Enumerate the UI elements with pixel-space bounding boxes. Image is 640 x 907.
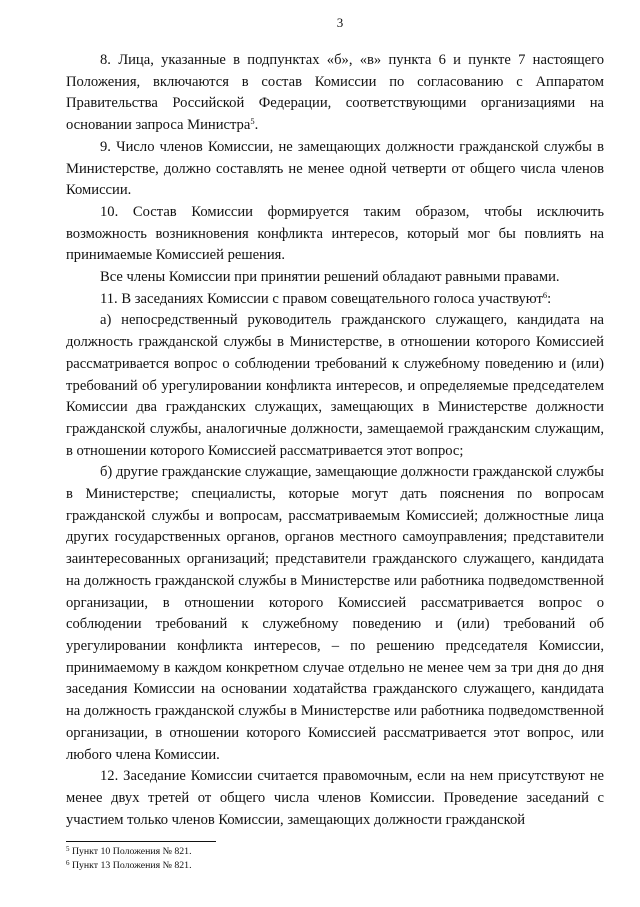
footnote-ref-6: 6: [542, 289, 548, 300]
paragraph-text: б) другие гражданские служащие, замещающие должности гражданской службы в Министерстве; специалисты, которые могут дать пояснения по вопросам гражданской службы и вопросам, рассматриваемым Комиссией; должностные лица других государственных органов, органов местного самоуправления; представители заинтересованных организаций; представители гражданского служащего, кандидата на должность гражданской службы в Министерстве или работника подведомственной организации, в отношении которого Комиссией рассматривается вопрос о соблюдении требований к служебному поведению и (или) требований об урегулировании конфликта интересов, – по решению председателя Комиссии, принимаемому в каждом конкретном случае отдельно не менее чем за три дня до дня заседания Комиссии на основании ходатайства гражданского служащего, кандидата на должность гражданской службы в Министерстве или работника подведомственной организации, в отношении которого Комиссией рассматривается этот вопрос, или любого члена Комиссии.: [66, 464, 604, 763]
paragraph-11: [66, 289, 604, 311]
paragraph-tail: :: [547, 290, 552, 307]
footnote-divider: [66, 841, 216, 842]
paragraph-tail: .: [254, 117, 259, 134]
paragraph-text: 10. Состав Комиссии формируется таким образом, чтобы исключить возможность возникновения конфликта интересов, который мог бы повлиять на принимаемые Комиссией решения.: [66, 203, 604, 264]
paragraph-9: [66, 137, 604, 202]
page-number: 3: [336, 15, 344, 30]
footnotes: [66, 841, 604, 873]
paragraph-11-b: [66, 462, 604, 766]
footnote-text: Пункт 10 Положения № 821.: [69, 846, 192, 857]
footnote-6: [66, 859, 604, 873]
paragraph-text: 12. Заседание Комиссии считается правомочным, если на нем присутствуют не менее двух третей от общего числа членов Комиссии. Проведение заседаний с участием только членов Комиссии, замещающих должности гражданской: [66, 768, 604, 828]
footnote-mark: 5: [66, 845, 70, 853]
paragraph-equal-rights: [66, 267, 604, 289]
paragraph-text: а) непосредственный руководитель гражданского служащего, кандидата на должность гражданской службы в Министерстве, в отношении которого Комиссией рассматривается вопрос о соблюдении требований к служебному поведению и (или) требований об урегулировании конфликта интересов, и определяемые председателем Комиссии два гражданских служащих, замещающих в Министерстве должности гражданской службы, аналогичные должности, замещаемой гражданским служащим, в отношении которого Комиссией рассматривается этот вопрос;: [66, 312, 604, 459]
body-text: [66, 50, 604, 831]
paragraph-12: [66, 766, 604, 831]
paragraph-text: Все члены Комиссии при принятии решений обладают равными правами.: [100, 269, 560, 286]
footnote-mark: 6: [66, 859, 70, 867]
paragraph-10: [66, 202, 604, 267]
paragraph-text: 9. Число членов Комиссии, не замещающих должности гражданской службы в Министерстве, должно составлять не менее одной четверти от общего числа членов Комиссии.: [66, 138, 604, 199]
footnote-text: Пункт 13 Положения № 821.: [69, 860, 192, 871]
paragraph-text: 11. В заседаниях Комиссии с правом совещательного голоса участвуют: [100, 290, 543, 307]
footnote-5: [66, 845, 604, 859]
footnote-ref-5: 5: [250, 116, 255, 127]
paragraph-11-a: [66, 310, 604, 462]
paragraph-text: 8. Лица, указанные в подпунктах «б», «в» пункта 6 и пункте 7 настоящего Положения, включаются в состав Комиссии по согласованию с Аппаратом Правительства Российской Федерации, соответствующими организациями на основании запроса Министра: [66, 52, 604, 134]
paragraph-8: [66, 50, 604, 137]
